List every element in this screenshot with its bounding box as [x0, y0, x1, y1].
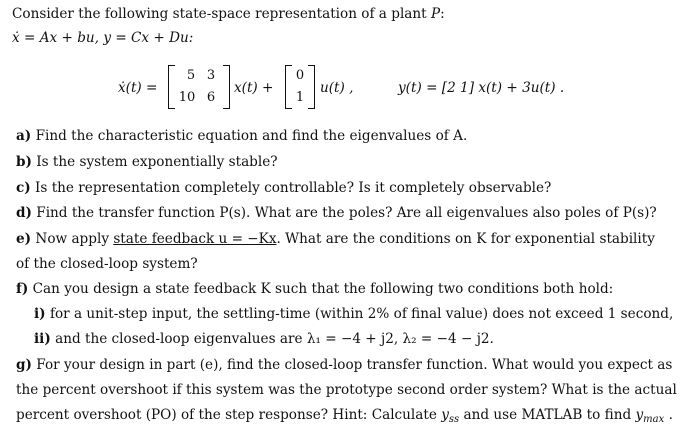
matrix-a-cell-12: 3 — [206, 68, 216, 83]
state-feedback-underlined: state feedback u = −Kx — [113, 231, 277, 247]
part-f-ii — [34, 331, 494, 347]
part-c-label: c) — [16, 180, 31, 196]
equation-u-term: u(t) , — [320, 80, 354, 96]
intro-line-2: ẋ = Ax + bu, y = Cx + Du: — [12, 30, 194, 46]
part-f-label: f) — [16, 281, 29, 297]
matrix-a-cell-22: 6 — [206, 90, 216, 105]
part-e-text-pre: Now apply — [35, 231, 114, 247]
matrix-a-cell-21: 10 — [178, 90, 196, 105]
part-f-ii-label: ii) — [34, 331, 51, 347]
part-e-line-2: of the closed-loop system? — [16, 256, 198, 272]
part-a-text: Find the characteristic equation and find the eigenvalues of A. — [35, 128, 468, 144]
part-g-line-3-post: . — [664, 407, 673, 423]
part-f-i — [34, 306, 673, 322]
part-b-label: b) — [16, 154, 32, 170]
part-b — [16, 154, 278, 170]
equation-lhs: ẋ(t) = — [118, 80, 158, 96]
part-g-label: g) — [16, 357, 32, 373]
matrix-a-cell-11: 5 — [186, 68, 196, 83]
y-ss-symbol: y — [441, 407, 449, 423]
intro-colon: : — [440, 6, 445, 22]
part-a — [16, 128, 467, 144]
part-e — [16, 231, 655, 247]
part-g-line-3 — [16, 407, 673, 425]
vector-b-cell-1: 0 — [295, 68, 305, 83]
part-g-line-3-pre: percent overshoot (PO) of the step response? Hint: Calculate — [16, 407, 442, 423]
part-f-i-text: for a unit-step input, the settling-time (within 2% of final value) does not exceed 1 second, — [49, 306, 674, 322]
part-g-text-line-1: For your design in part (e), find the closed-loop transfer function. What would you expect as — [36, 357, 673, 373]
part-f — [16, 281, 613, 297]
part-f-text: Can you design a state feedback K such that the following two conditions both hold: — [32, 281, 614, 297]
part-e-label: e) — [16, 231, 32, 247]
part-f-ii-text: and the closed-loop eigenvalues are λ₁ = −4 + j2, λ₂ = −4 − j2. — [55, 331, 494, 347]
vector-b — [285, 65, 315, 109]
part-d-label: d) — [16, 205, 32, 221]
part-d — [16, 205, 657, 221]
part-g-line-2: the percent overshoot if this system was the prototype second order system? What is the actual — [16, 382, 677, 398]
part-a-label: a) — [16, 128, 32, 144]
matrix-a-left-bracket — [168, 65, 175, 109]
part-g-line-3-mid: and use MATLAB to find — [459, 407, 636, 423]
intro-line-1 — [12, 6, 445, 22]
matrix-a-right-bracket — [223, 65, 230, 109]
part-b-text: Is the system exponentially stable? — [36, 154, 278, 170]
part-f-i-label: i) — [34, 306, 46, 322]
vector-b-cell-2: 1 — [295, 90, 305, 105]
part-c-text: Is the representation completely controllable? Is it completely observable? — [35, 180, 552, 196]
y-ss-subscript: ss — [448, 414, 460, 425]
vector-b-right-bracket — [308, 65, 315, 109]
equation-x-plus: x(t) + — [234, 80, 274, 96]
part-e-text-post: . What are the conditions on K for exponential stability — [276, 231, 655, 247]
part-g — [16, 357, 672, 373]
plant-variable: P — [430, 6, 441, 22]
equation-output: y(t) = [2 1] x(t) + 3u(t) . — [398, 80, 565, 96]
y-max-subscript: max — [643, 414, 665, 425]
y-max-symbol: y — [635, 407, 644, 423]
part-d-text: Find the transfer function P(s). What are the poles? Are all eigenvalues also poles of P(s)? — [36, 205, 657, 221]
intro-text: Consider the following state-space representation of a plant — [12, 6, 431, 22]
part-c — [16, 180, 551, 196]
matrix-a — [168, 65, 230, 109]
